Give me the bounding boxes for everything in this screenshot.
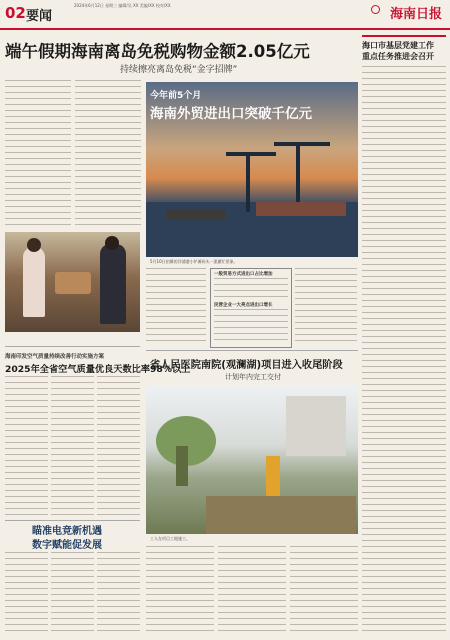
sidebar-title-1: 一般贸易方式进出口占比增加 xyxy=(214,272,273,277)
right-column-rule xyxy=(362,35,446,37)
hospital-col-3 xyxy=(290,546,358,636)
newspaper-logo-icon xyxy=(371,5,380,14)
hospital-photo-caption: 工人在项目工地施工。 xyxy=(150,536,190,541)
esports-col-1 xyxy=(5,552,48,636)
trade-sidebar-box xyxy=(210,268,292,348)
trade-article-col-3 xyxy=(295,268,357,343)
section-title: 要闻 xyxy=(26,9,53,24)
air-quality-divider xyxy=(5,346,140,347)
lead-headline: 端午假期海南离岛免税购物金额2.05亿元 xyxy=(5,42,310,61)
esports-headline-1: 瞄准电竞新机遇 xyxy=(32,526,102,537)
air-quality-kicker: 海南印发空气质量持续改善行动实施方案 xyxy=(5,354,105,360)
hospital-col-2 xyxy=(218,546,286,636)
sidebar-title-2: 民营企业一大亮点进出口增长 xyxy=(214,303,273,308)
lead-article-col-1 xyxy=(5,80,71,230)
hospital-headline: 省人民医院南院(观澜湖)项目进入收尾阶段 xyxy=(150,360,343,371)
lead-subheadline: 持续擦亮离岛免税“金字招牌” xyxy=(120,65,238,75)
masthead xyxy=(0,0,450,30)
duty-free-shopping-photo xyxy=(5,232,140,332)
page-number: 02 xyxy=(5,4,26,22)
hospital-divider xyxy=(146,350,358,351)
trade-article-col-1 xyxy=(146,268,206,343)
lead-article-col-2 xyxy=(75,80,141,230)
trade-kicker: 今年前5个月 xyxy=(150,91,202,101)
edition-meta: 2024年6月12日 星期三 编辑/吴 XX 美编/XX 校对/XX xyxy=(74,3,171,8)
air-quality-col-1 xyxy=(5,376,48,516)
party-building-title-2: 重点任务推进会召开 xyxy=(362,52,434,61)
port-photo-caption: 5月10日拍摄的洋浦港小铲滩码头一派繁忙景象。 xyxy=(150,259,238,264)
air-quality-col-2 xyxy=(51,376,94,516)
air-quality-col-3 xyxy=(97,376,140,516)
trade-headline: 海南外贸进出口突破千亿元 xyxy=(150,106,312,122)
esports-col-3 xyxy=(97,552,140,636)
esports-col-2 xyxy=(51,552,94,636)
air-quality-headline: 2025年全省空气质量优良天数比率98%以上 xyxy=(5,364,191,375)
esports-headline-2: 数字赋能促发展 xyxy=(32,540,102,551)
right-column-text xyxy=(362,66,446,636)
hospital-subheadline: 计划年内完工交付 xyxy=(225,373,281,381)
hospital-construction-photo xyxy=(146,386,358,534)
esports-divider xyxy=(5,520,140,521)
party-building-title-1: 海口市基层党建工作 xyxy=(362,41,434,50)
newspaper-logo: 海南日报 xyxy=(389,7,442,22)
hospital-col-1 xyxy=(146,546,214,636)
